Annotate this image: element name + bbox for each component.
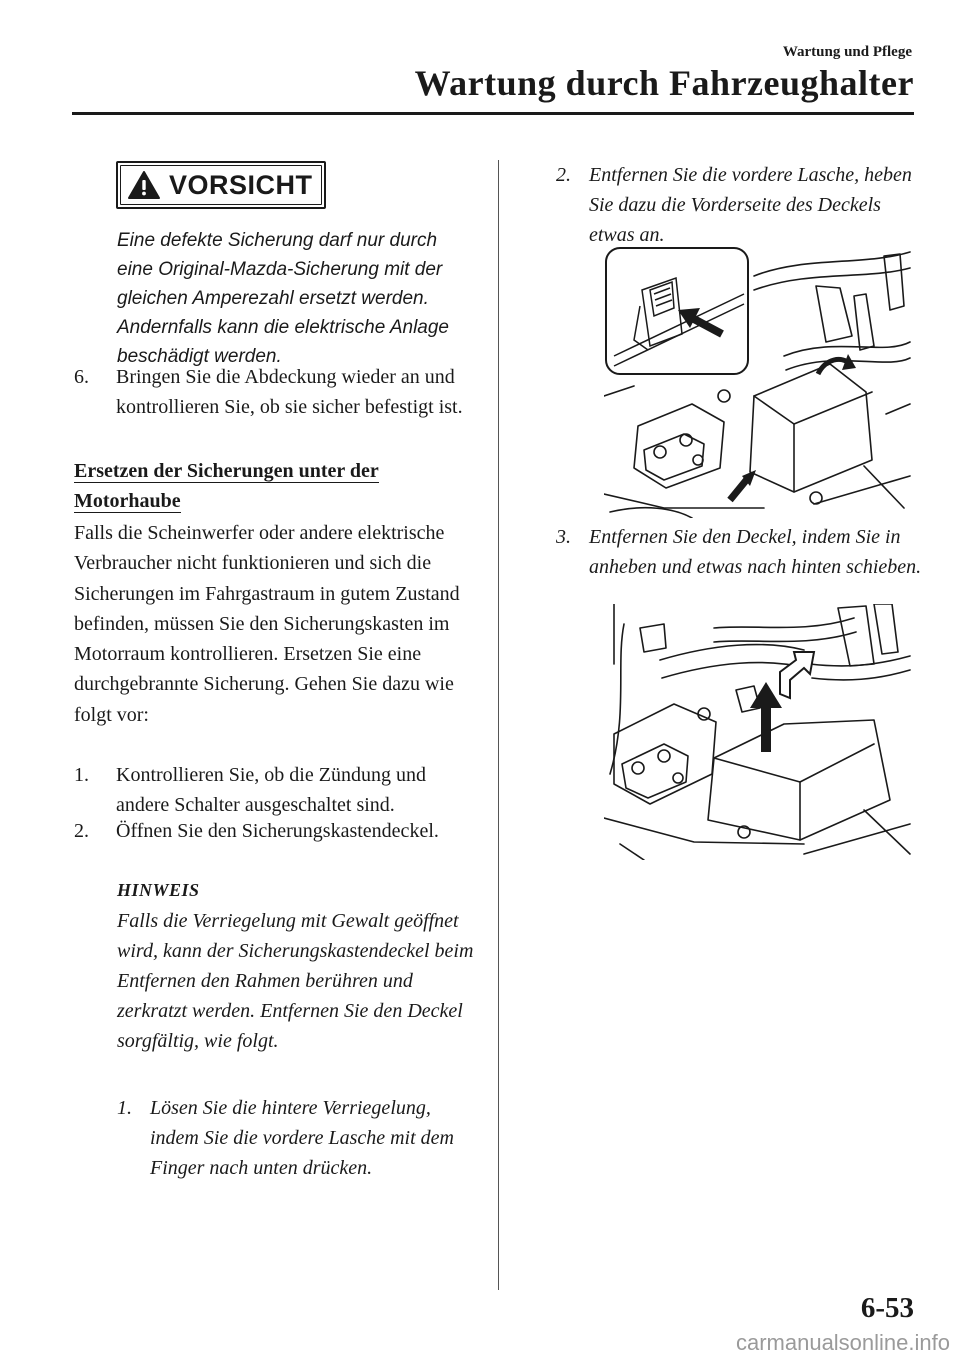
step-1	[74, 760, 474, 820]
note-substep-3	[556, 522, 926, 582]
section-heading-line-1: Ersetzen der Sicherungen unter der	[74, 460, 379, 482]
step-text: Bringen Sie die Abdeckung wieder an und kontrollieren Sie, ob sie sicher befestigt ist.	[116, 366, 463, 418]
caution-label: VORSICHT	[169, 169, 313, 200]
substep-number: 2.	[556, 164, 571, 186]
note-body: Falls die Verriegelung mit Gewalt geöffnet wird, kann der Sicherungskastendeckel beim Entfernen den Rahmen berühren und zerkratzt werden. Entfernen Sie den Deckel sorgfältig, wie folgt.	[117, 910, 474, 1052]
substep-text: Entfernen Sie die vordere Lasche, heben Sie dazu die Vorderseite des Deckels etwas an.	[589, 164, 912, 246]
step-number: 1.	[74, 764, 89, 786]
step-6	[74, 362, 474, 422]
note-substep-1	[117, 1093, 477, 1183]
step-text: Öffnen Sie den Sicherungskastendeckel.	[116, 820, 439, 842]
step-text: Kontrollieren Sie, ob die Zündung und andere Schalter ausgeschaltet sind.	[116, 764, 426, 816]
section-heading-line-2: Motorhaube	[74, 490, 181, 512]
substep-number: 1.	[117, 1097, 132, 1119]
footer-watermark: carmanualsonline.info	[735, 1330, 950, 1355]
step-2	[74, 816, 474, 846]
column-divider	[498, 160, 499, 1290]
caution-box	[116, 161, 326, 209]
page-number: 6-53	[860, 1292, 914, 1324]
note-substep-2	[556, 160, 926, 250]
warning-triangle-icon	[127, 170, 161, 200]
page-title: Wartung durch Fahrzeughalter	[414, 63, 914, 103]
substep-text: Lösen Sie die hintere Verriegelung, indem Sie die vordere Lasche mit dem Finger nach unten drücken.	[150, 1097, 454, 1179]
substep-number: 3.	[556, 526, 571, 548]
header-rule	[72, 112, 914, 115]
caution-text: Eine defekte Sicherung darf nur durch eine Original-Mazda-Sicherung mit der gleichen Amperezahl ersetzt werden. Andernfalls kann die elektrische Anlage beschädigt werden.	[117, 230, 449, 367]
note-heading: HINWEIS	[117, 880, 200, 900]
step-number: 6.	[74, 366, 89, 388]
running-header-section: Wartung und Pflege	[782, 44, 912, 60]
fuse-box-cover-removal-illustration	[604, 604, 914, 860]
section-intro: Falls die Scheinwerfer oder andere elektrische Verbraucher nicht funktionieren und sich die Sicherungen im Fahrgastraum in gutem Zustand befinden, müssen Sie den Sicherungskasten im Motorraum kontrollieren. Ersetzen Sie eine durchgebrannte Sicherung. Gehen Sie dazu wie folgt vor:	[74, 522, 460, 726]
substep-text: Entfernen Sie den Deckel, indem Sie in anheben und etwas nach hinten schieben.	[589, 526, 922, 578]
step-number: 2.	[74, 820, 89, 842]
section-heading	[74, 456, 434, 516]
fuse-box-tab-illustration	[604, 246, 914, 518]
